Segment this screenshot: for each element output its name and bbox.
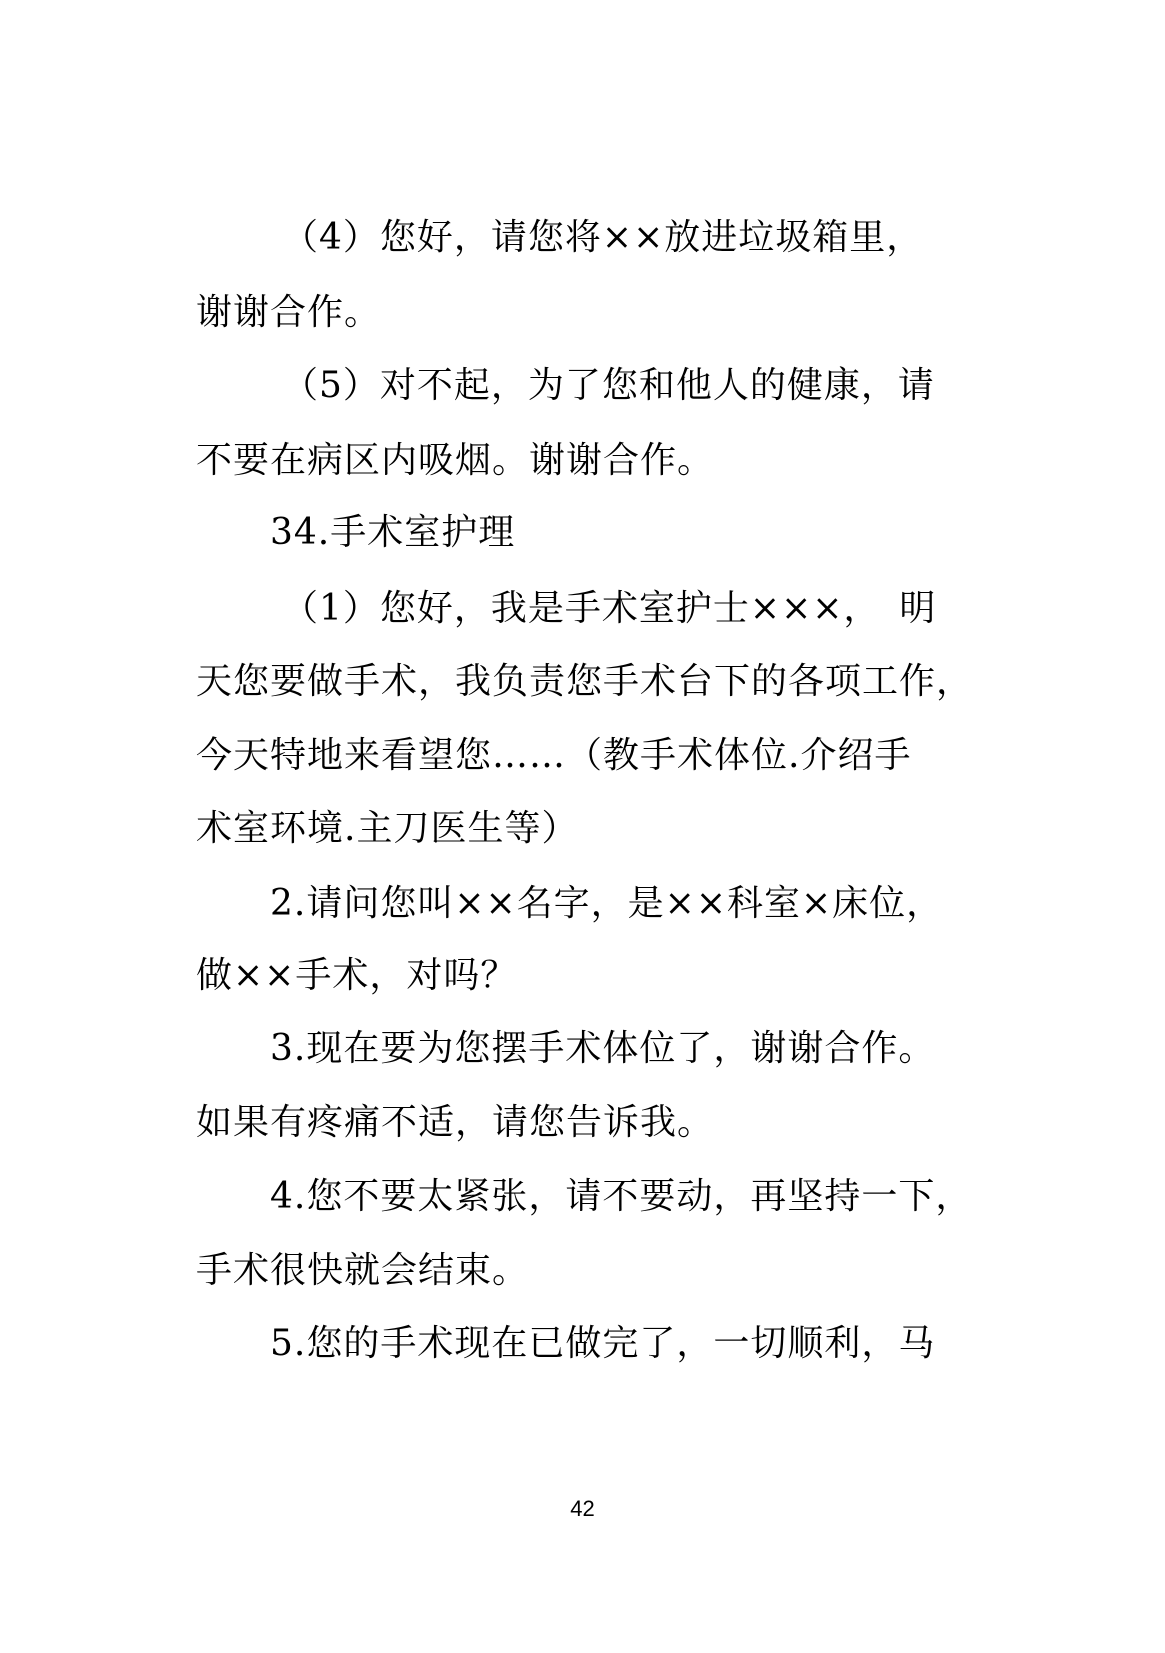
text-line: 5.您的手术现在已做完了，一切顺利，马 bbox=[270, 1323, 936, 1364]
text-line: 做××手术，对吗？ bbox=[196, 955, 518, 996]
text-line: 3.现在要为您摆手术体位了，谢谢合作。 bbox=[270, 1028, 936, 1069]
text-line: （5）对不起，为了您和他人的健康，请 bbox=[282, 365, 935, 406]
page-number: 42 bbox=[570, 1496, 595, 1521]
text-line: （4）您好，请您将××放进垃圾箱里， bbox=[282, 217, 924, 258]
text-line: 手术很快就会结束。 bbox=[196, 1250, 530, 1291]
text-line: 谢谢合作。 bbox=[196, 292, 382, 333]
text-line: 4.您不要太紧张，请不要动，再坚持一下， bbox=[270, 1176, 973, 1217]
text-line: （1）您好，我是手术室护士×××， 明 bbox=[282, 588, 937, 629]
text-line: 术室环境.主刀医生等） bbox=[196, 808, 579, 849]
text-line: 2.请问您叫××名字，是××科室×床位， bbox=[270, 883, 944, 924]
text-line: 不要在病区内吸烟。谢谢合作。 bbox=[196, 440, 715, 481]
text-line: 天您要做手术，我负责您手术台下的各项工作， bbox=[196, 661, 974, 702]
text-line: 如果有疼痛不适，请您告诉我。 bbox=[196, 1102, 715, 1143]
text-line: 今天特地来看望您……（教手术体位.介绍手 bbox=[196, 735, 912, 776]
section-heading: 34.手术室护理 bbox=[270, 512, 516, 553]
